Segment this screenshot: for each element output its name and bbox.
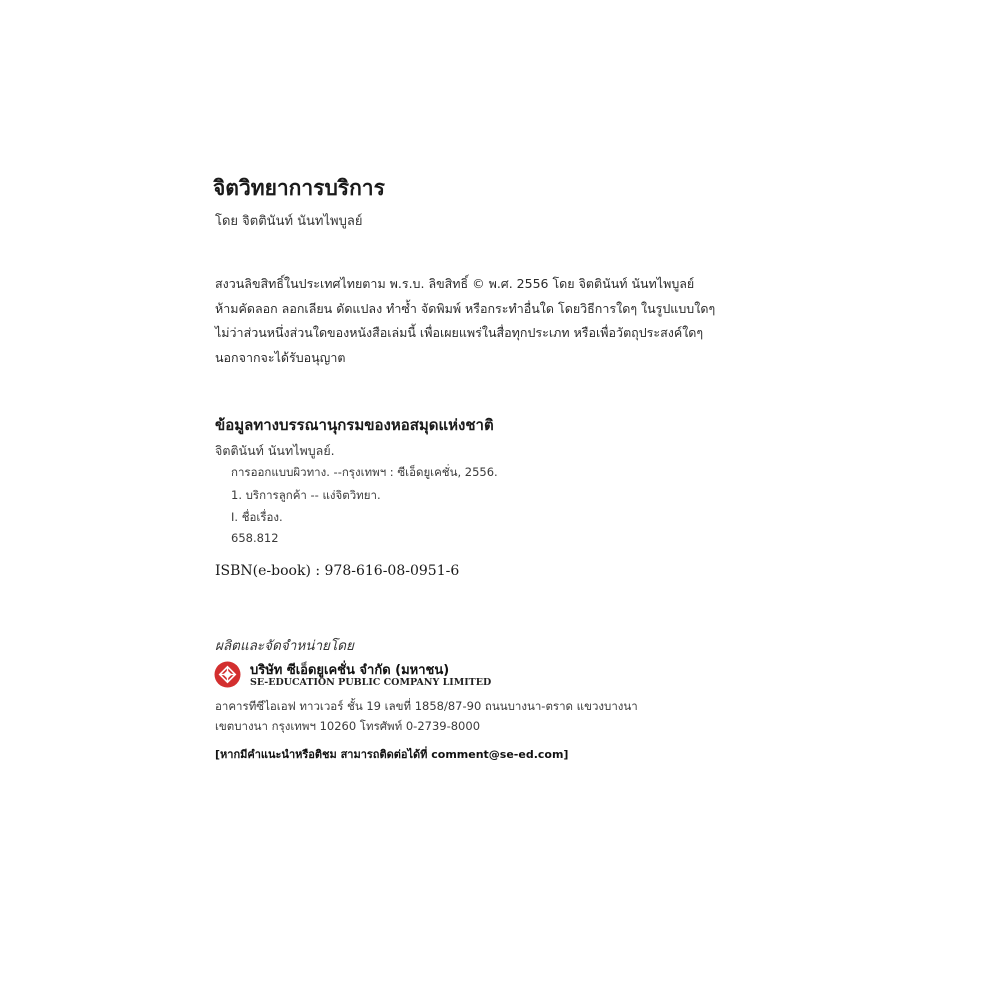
address-line: อาคารทีซีไอเอฟ ทาวเวอร์ ชั้น 19 เลขที่ 1858/87-90 ถนนบางนา-ตราด แขวงบางนา — [215, 699, 638, 713]
book-author-byline: โดย จิตตินันท์ นันทไพบูลย์ — [215, 214, 363, 229]
publisher-name-english: SE-EDUCATION PUBLIC COMPANY LIMITED — [250, 677, 492, 688]
cip-author: จิตตินันท์ นันทไพบูลย์. — [215, 443, 335, 458]
copyright-line: ไม่ว่าส่วนหนึ่งส่วนใดของหนังสือเล่มนี้ เพื่อเผยแพร่ในสื่อทุกประเภท หรือเพื่อวัตถุประสงค์ใดๆ — [215, 325, 704, 340]
publisher-name-thai: บริษัท ซีเอ็ดยูเคชั่น จำกัด (มหาชน) — [250, 663, 450, 678]
publisher-address — [215, 696, 638, 736]
copyright-line: ห้ามคัดลอก ลอกเลียน ดัดแปลง ทำซ้ำ จัดพิมพ์ หรือกระทำอื่นใด โดยวิธีการใดๆ ในรูปแบบใดๆ — [215, 300, 716, 316]
address-line: เขตบางนา กรุงเทพฯ 10260 โทรศัพท์ 0-2739-8000 — [215, 719, 481, 733]
se-ed-logo-icon — [214, 661, 241, 688]
copyright-line: นอกจากจะได้รับอนุญาต — [215, 349, 346, 365]
isbn: ISBN(e-book) : 978-616-08-0951-6 — [215, 563, 460, 579]
cip-subject: 1. บริการลูกค้า -- แง่จิตวิทยา. — [231, 488, 381, 502]
cip-heading: ข้อมูลทางบรรณานุกรมของหอสมุดแห่งชาติ — [215, 416, 494, 434]
copyright-notice — [215, 272, 715, 370]
copyright-line: สงวนลิขสิทธิ์ในประเทศไทยตาม พ.ร.บ. ลิขสิทธิ์ © พ.ศ. 2556 โดย จิตตินันท์ นันทไพบูลย์ — [215, 276, 695, 291]
cip-classification: 658.812 — [231, 531, 279, 545]
cip-title-entry: I. ชื่อเรื่อง. — [231, 510, 283, 524]
cip-publication: การออกแบบผิวทาง. --กรุงเทพฯ : ซีเอ็ดยูเคชั่น, 2556. — [231, 465, 498, 479]
feedback-contact: [หากมีคำแนะนำหรือติชม สามารถติดต่อได้ที่ comment@se-ed.com] — [215, 748, 569, 761]
publisher-label: ผลิตและจัดจำหน่ายโดย — [215, 638, 354, 654]
book-title: จิตวิทยาการบริการ — [213, 176, 385, 200]
